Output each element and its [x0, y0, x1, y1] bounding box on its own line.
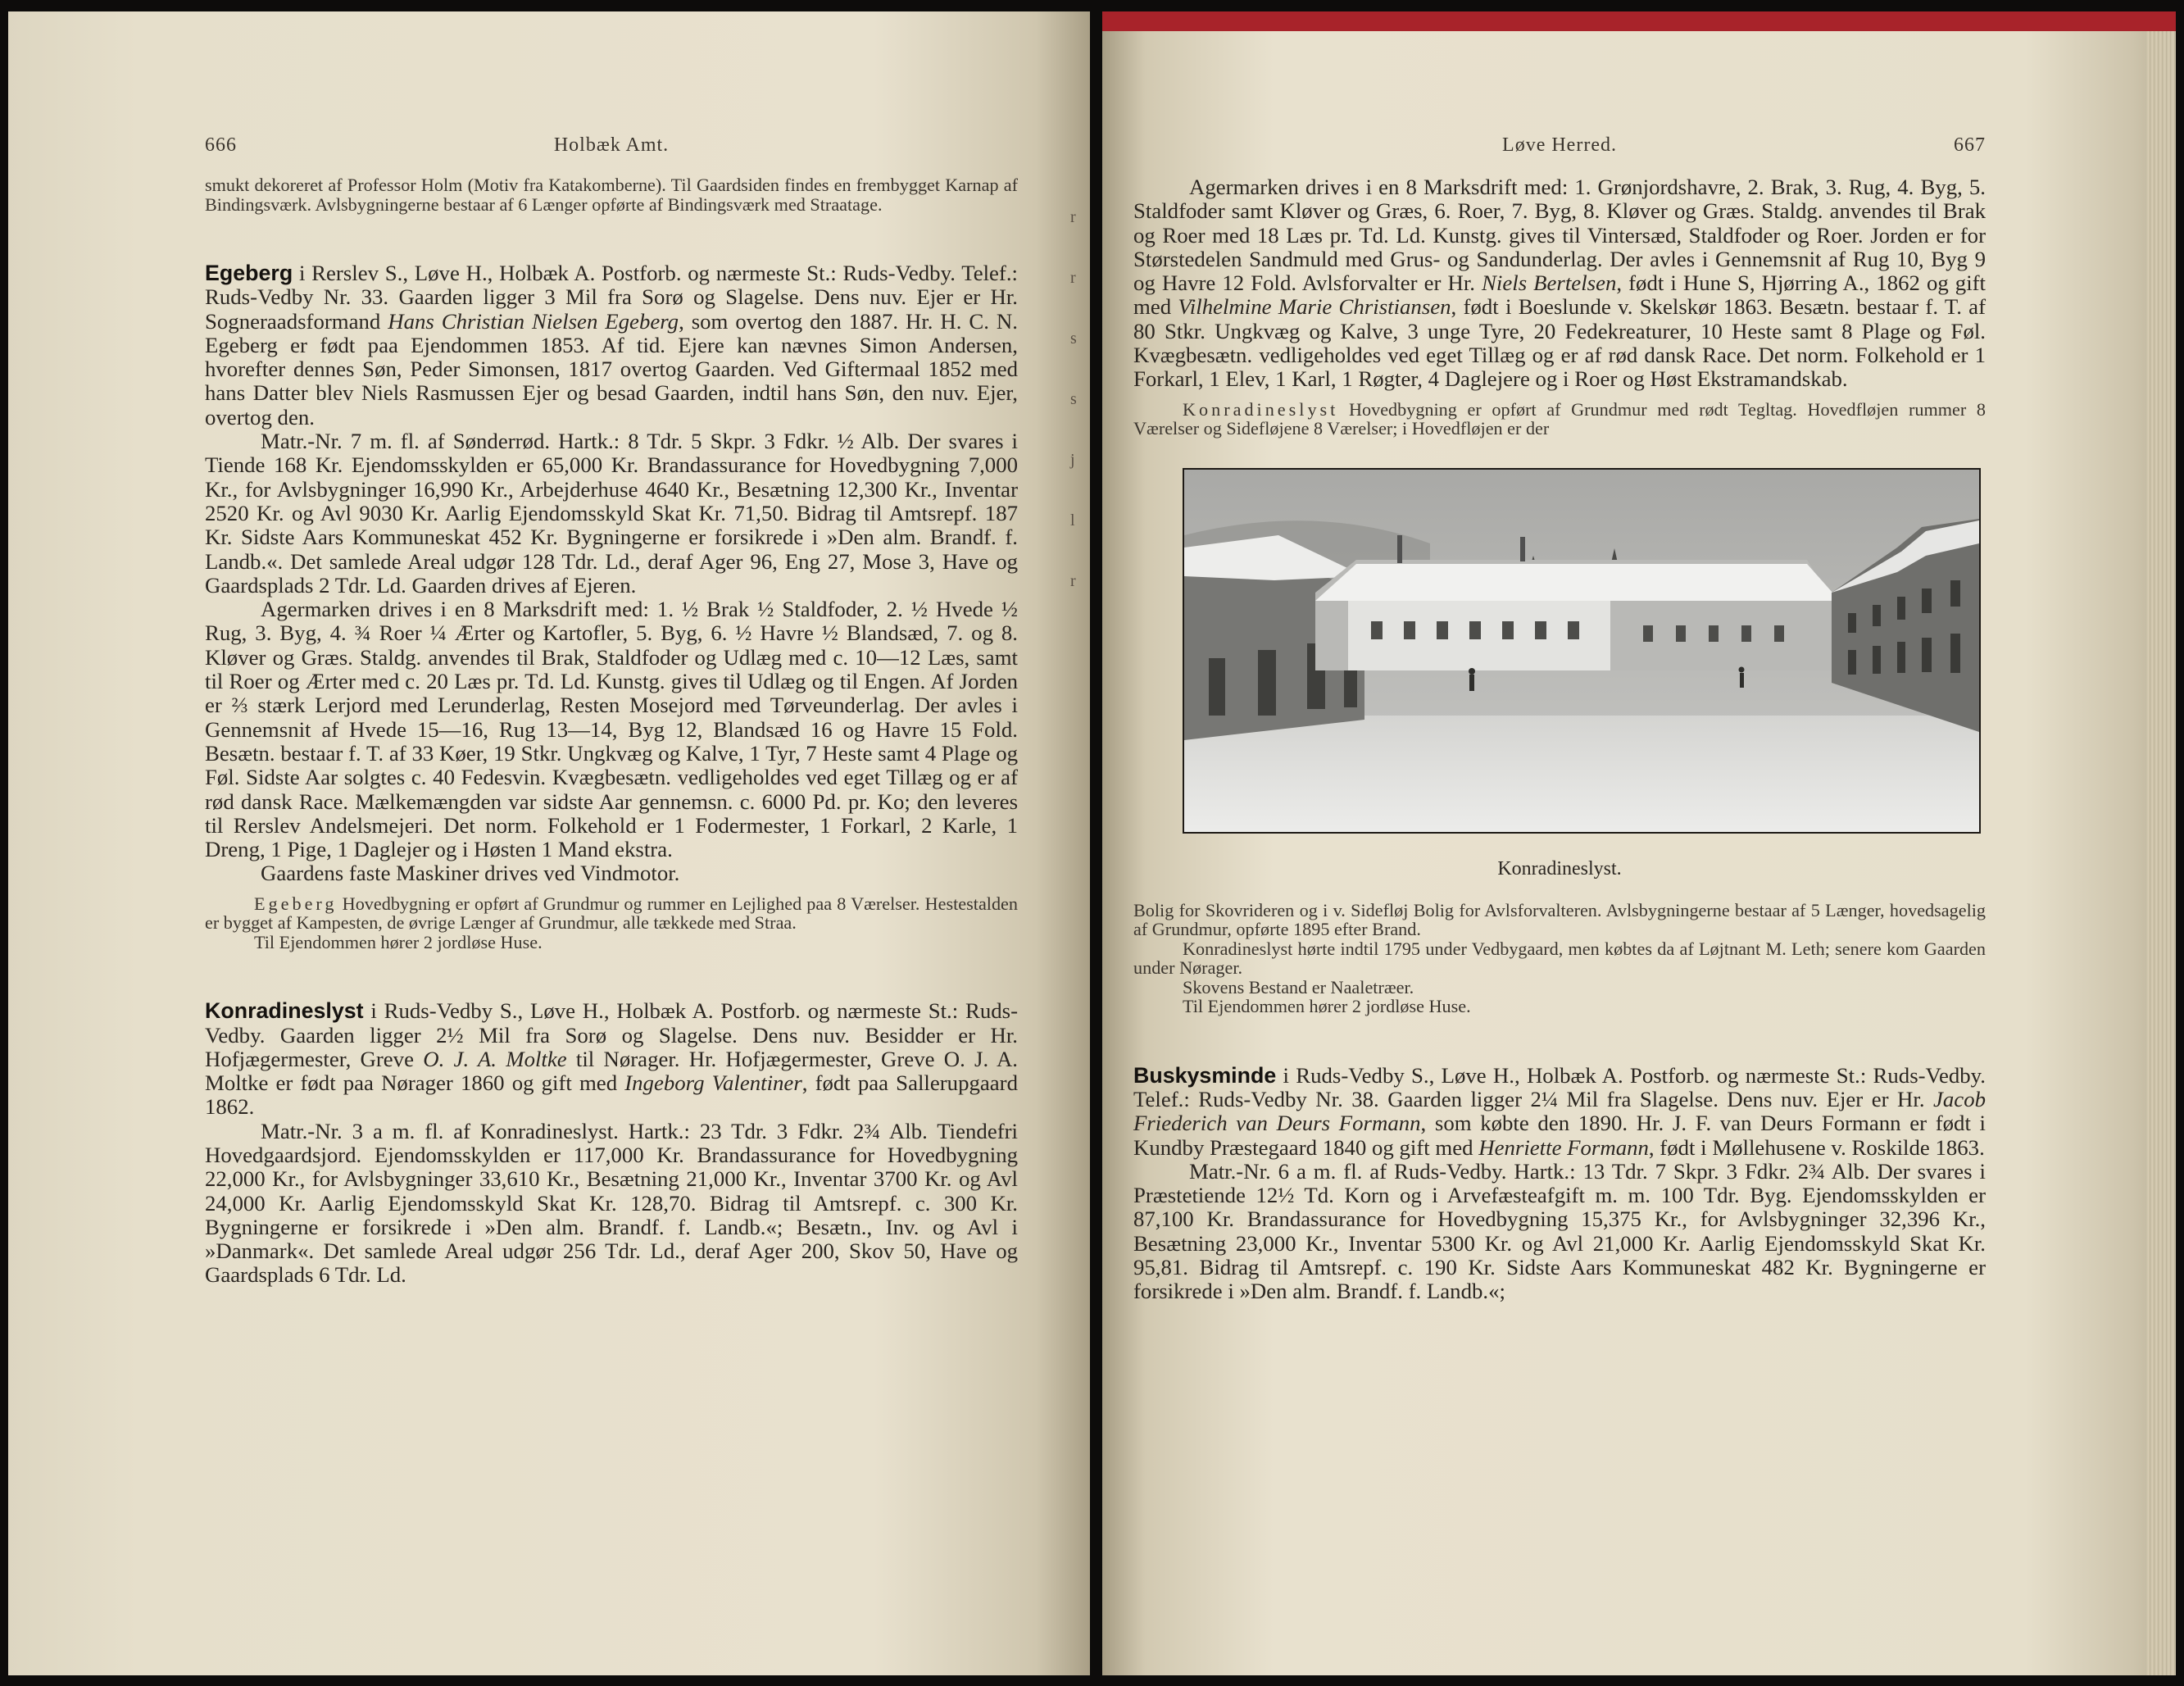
page-number: 667: [1954, 134, 1986, 156]
buskysminde-intro-paragraph: [1133, 1064, 1986, 1160]
konradineslyst-residence-note: Bolig for Skovrideren og i v. Sidefløj Bolig for Avlsforvalteren. Avlsbygningerne bestaar af 5 Længer, hovedsagelig af Grundmur, opførte 1895 efter Brand.: [1133, 899, 1986, 940]
left-page: [8, 11, 1090, 1675]
manager-name: Niels Bertelsen: [1482, 270, 1617, 296]
running-title: Løve Herred.: [1502, 134, 1617, 156]
entry-heading-buskysminde: Buskysminde: [1133, 1062, 1277, 1088]
konradineslyst-agermark-paragraph: [1133, 175, 1986, 392]
konradineslyst-houses-note: Til Ejendommen hører 2 jordløse Huse.: [1183, 996, 1471, 1017]
konradineslyst-wife-name: Ingeborg Valentiner: [624, 1070, 802, 1096]
egeberg-buildings-note: [205, 894, 1018, 933]
konradineslyst-wife-text: , født paa Sallerupgaard 1862.: [205, 1070, 1018, 1120]
entry-heading-konradineslyst: Konradineslyst: [205, 998, 364, 1024]
konradineslyst-building-note: [1133, 400, 1986, 439]
egeberg-agermark-paragraph: Agermarken drives i en 8 Marksdrift med: 1. ½ Brak ½ Staldfoder, 2. ½ Hvede ½ Rug, 3. Byg, 4. ¾ Roer ¼ Ærter og Kartofler, 5. Byg, 6. ½ Havre ½ Blandsæd, 7. og 8. Kløver og Græs. Staldg. anvendes til Brak, Staldfoder og Udlæg med c. 10—12 Læs, samt til Roer og Ærter med c. 20 Læs pr. Td. Ld. Kunstg. gives til Udlæg og til Engen. Af Jorden er ⅔ stærk Lerjord med Lerunderlag, Resten Mosejord med Tørveunderlag. Der avles i Gennemsnit af Hvede 15—16, Rug 13—14, Byg 12, Blandsæd 16 og Havre 15 Fold. Besætn. bestaar f. T. af 33 Køer, 19 Stkr. Ungkvæg og Kalve, 1 Tyr, 7 Heste samt 4 Plage og Føl. Sidste Aar solgtes c. 40 Fedesvin. Kvægbesætn. vedligeholdes ved eget Tillæg og er af rød dansk Race. Mælkemængden var sidste Aar gennemsn. c. 6000 Pd. pr. Ko; den leveres til Rerslev Andelsmejeri. Det norm. Folkehold er 1 Fodermester, 1 Forkarl, 2 Karle, 1 Dreng, 1 Pige, 1 Daglejer og i Høsten 1 Mand ekstra.: [205, 597, 1018, 862]
buskysminde-owner-name: Jacob Friederich van Deurs Formann: [1133, 1086, 1986, 1136]
konradineslyst-history-note: Konradineslyst hørte indtil 1795 under Vedbygaard, men købtes da af Løjtnant M. Leth; senere kom Gaarden under Nørager.: [1133, 938, 1986, 979]
egeberg-houses-note: Til Ejendommen hører 2 jordløse Huse.: [254, 931, 543, 952]
buskysminde-intro-text: i Ruds-Vedby S., Løve H., Holbæk A. Postforb. og nærmeste St.: Ruds-Vedby. Telef.: Ruds-Vedby Nr. 38. Gaarden ligger 2¼ Mil fra Slagelse. Dens nuv. Ejer er Hr.: [1133, 1062, 1986, 1111]
manager-wife-name: Vilhelmine Marie Christiansen: [1178, 294, 1451, 320]
buskysminde-owner-text: , som købte den 1890. Hr. J. F. van Deurs Formann er født i Kundby Præstegaard 1840 og gift med: [1133, 1111, 1986, 1160]
konradineslyst-photograph: [1183, 468, 1981, 834]
manager-text: , født i Hune S, Hjørring A., 1862 og gift med: [1133, 270, 1986, 320]
buskysminde-matrikel-paragraph: Matr.-Nr. 6 a m. fl. af Ruds-Vedby. Hartk.: 13 Tdr. 7 Skpr. 3 Fdkr. 2¾ Alb. Der svares i Præstetiende 12½ Td. Korn og i Arvefæsteafgift m. m. 100 Tdr. Byg. Ejendomsskylden er 87,100 Kr. Brandassurance for Hovedbygning 15,375 Kr., for Avlsbygninger 32,396 Kr., Besætning 23,000 Kr., Inventar 5300 Kr. og Avl 21,000 Kr. Aarlig Ejendomsskyld Skat Kr. 95,81. Bidrag til Amtsrepf. c. 190 Kr. Sidste Aars Kommuneskat 482 Kr. Bygningerne er forsikrede i »Den alm. Brandf. f. Landb.«;: [1133, 1158, 1986, 1304]
page-edge-strip: [2146, 31, 2176, 1675]
courtyard-winter-scene: [1184, 470, 1979, 832]
egeberg-note-text: Hovedbygning er opført af Grundmur og rummer en Lejlighed paa 8 Værelser. Hestestalden er bygget af Kampesten, de øvrige Længer af Grundmur, alle tækkede med Straa.: [205, 893, 1018, 934]
left-running-head: [205, 134, 1018, 167]
buskysminde-wife-text: , født i Møllehusene v. Roskilde 1863.: [1648, 1134, 1985, 1160]
running-title: Holbæk Amt.: [553, 134, 670, 156]
livestock-text: , født i Boeslunde v. Skelskør 1863. Besætn. bestaar f. T. af 80 Stkr. Ungkvæg og Kalve, 3 unge Tyre, 20 Fedekreaturer, 10 Heste samt 8 Plage og Føl. Kvægbesætn. vedligeholdes ved eget Tillæg og er af rød dansk Race. Det norm. Folkehold er 1 Forkarl, 1 Elev, 1 Karl, 1 Røgter, 4 Daglejere og i Roer og Høst Ekstramandskab.: [1133, 294, 1986, 392]
egeberg-machines-paragraph: Gaardens faste Maskiner drives ved Vindmotor.: [261, 861, 680, 886]
egeberg-note-lead: Egeberg: [254, 893, 338, 914]
continued-paragraph: smukt dekoreret af Professor Holm (Motiv fra Katakomberne). Til Gaardsiden findes en frembygget Karnap af Bindingsværk. Avlsbygningerne bestaar af 6 Længer opførte af Bindingsværk med Straatage.: [205, 175, 1018, 215]
photo-caption: Konradineslyst.: [1497, 857, 1622, 879]
konradineslyst-matrikel-paragraph: Matr.-Nr. 3 a m. fl. af Konradineslyst. Hartk.: 23 Tdr. 3 Fdkr. 2¾ Alb. Tiendefri Hovedgaardsjord. Ejendomsskylden er 117,000 Kr. Brandassurance for Hovedbygning 22,000 Kr., for Avlsbygninger 33,610 Kr., Besætning 21,000 Kr., Inventar 3700 Kr. og Avl 24,000 Kr. Aarlig Ejendomsskyld Skat Kr. 128,70. Bidrag til Amtsrepf. c. 300 Kr. Bygningerne er forsikrede i »Den alm. Brandf. f. Landb.«; Besætn., Inv. og Avl i »Danmark«. Det samlede Areal udgør 256 Tdr. Ld., deraf Ager 200, Skov 50, Have og Gaardsplads 6 Tdr. Ld.: [205, 1118, 1018, 1288]
buskysminde-wife-name: Henriette Formann: [1478, 1134, 1649, 1160]
entry-heading-egeberg: Egeberg: [205, 261, 293, 285]
facing-page-margin-marks: r r s s j l r: [1070, 208, 1077, 590]
right-page: [1102, 11, 2176, 1675]
konradineslyst-owner-name: O. J. A. Moltke: [423, 1046, 567, 1071]
egeberg-history-text: , som overtog den 1887. Hr. H. C. N. Egeberg er født paa Ejendommen 1853. Af tid. Ejere kan nævnes Simon Andersen, hvorefter dennes Søn, Peder Simonsen, 1817 overtog Gaarden. Ved Giftermaal 1852 med hans Datter blev Niels Rasmussen Ejer og besad Gaarden, indtil hans Søn, den nuv. Ejer, overtog den.: [205, 308, 1018, 429]
right-text-column: [1133, 134, 1986, 1304]
left-text-column: [205, 134, 1018, 1288]
building-note-text: Hovedbygning er opført af Grundmur med rødt Tegltag. Hovedfløjen rummer 8 Værelser og Sidefløjene 8 Værelser; i Hovedfløjen er der: [1133, 398, 1986, 439]
egeberg-matrikel-paragraph: Matr.-Nr. 7 m. fl. af Sønderrød. Hartk.: 8 Tdr. 5 Skpr. 3 Fdkr. ½ Alb. Der svares i Tiende 168 Kr. Ejendomsskylden er 65,000 Kr. Brandassurance for Hovedbygning 7,000 Kr., for Avlsbygninger 16,990 Kr., Arbejderhuse 4640 Kr., Besætning 12,300 Kr., Inventar 2520 Kr. og Avl 9030 Kr. Aarlig Ejendomsskyld Skat Kr. 71,50. Bidrag til Amtsrepf. 187 Kr. Sidste Aars Kommuneskat 452 Kr. Bygningerne er forsikrede i »Den alm. Brandf. f. Landb.«. Det samlede Areal udgør 128 Tdr. Ld., deraf Ager 96, Eng 27, Mose 3, Have og Gaardsplads 2 Tdr. Ld. Gaarden drives af Ejeren.: [205, 429, 1018, 598]
egeberg-intro-text: i Rerslev S., Løve H., Holbæk A. Postforb. og nærmeste St.: Ruds-Vedby. Telef.: Ruds-Vedby Nr. 33. Gaarden ligger 3 Mil fra Sorø og Slagelse. Dens nuv. Ejer er Hr. Sogneraadsformand: [205, 261, 1018, 334]
right-running-head: [1133, 134, 1986, 167]
page-number: 666: [205, 134, 237, 156]
building-note-lead: Konradineslyst: [1183, 398, 1339, 420]
egeberg-owner-name: Hans Christian Nielsen Egeberg: [388, 308, 679, 334]
konradineslyst-intro-paragraph: [205, 999, 1018, 1119]
agermark-text: Agermarken drives i en 8 Marksdrift med: 1. Grønjordshavre, 2. Brak, 3. Rug, 4. Byg, 5. Staldfoder samt Kløver og Græs, 6. Roer, 7. Byg, 8. Kløver og Græs. Staldg. anvendes til Brak og Roer med 18 Læs pr. Td. Ld. Kunstg. gives til Vintersæd, Staldfoder og Roer. Jorden er for Størstedelen Sandmuld med Grus- og Sandunderlag. Der avles i Gennemsnit af Rug 10, Byg 9 og Havre 12 Fold. Avlsforvalter er Hr.: [1133, 175, 1986, 296]
konradineslyst-owner-text: til Nørager. Hr. Hofjægermester, Greve O. J. A. Moltke er født paa Nørager 1860 og gift med: [205, 1046, 1019, 1096]
egeberg-intro-paragraph: [205, 261, 1018, 429]
konradineslyst-forest-note: Skovens Bestand er Naaletræer.: [1183, 976, 1414, 998]
konradineslyst-intro-text: i Ruds-Vedby S., Løve H., Holbæk A. Postforb. og nærmeste St.: Ruds-Vedby. Gaarden ligger 2½ Mil fra Sorø og Slagelse. Dens nuv. Besidder er Hr. Hofjægermester, Greve: [205, 998, 1018, 1071]
